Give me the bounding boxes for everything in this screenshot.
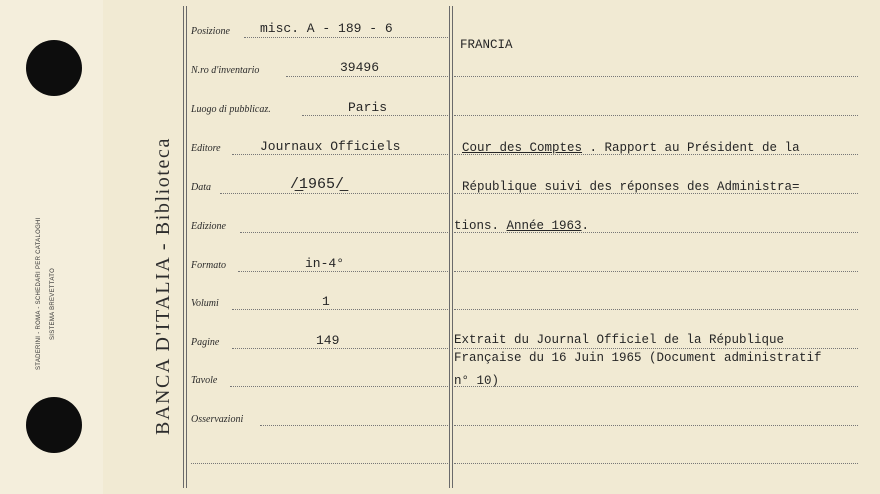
description-line-2: République suivi des réponses des Administra=: [462, 180, 800, 194]
punch-hole-top: [26, 40, 82, 96]
description-line-1: Cour des Comptes . Rapport au Président de la: [462, 141, 800, 155]
label-posizione: Posizione: [191, 26, 230, 37]
label-luogo: Luogo di pubblicaz.: [191, 104, 271, 115]
library-title: BANCA D'ITALIA - Biblioteca: [152, 137, 174, 435]
value-pagine: 149: [316, 333, 340, 348]
dotline: [454, 271, 858, 272]
note-line-1: Extrait du Journal Officiel de la République: [454, 333, 785, 347]
dotline: [454, 309, 858, 310]
dotline: [454, 348, 858, 349]
label-volumi: Volumi: [191, 298, 219, 309]
divider-mid-2: [452, 6, 453, 488]
dotline: [454, 386, 858, 387]
dotline: [454, 425, 858, 426]
label-inventario: N.ro d'inventario: [191, 65, 260, 76]
dotline: [260, 425, 448, 426]
dotline: [302, 115, 448, 116]
label-osservazioni: Osservazioni: [191, 414, 244, 425]
dotline: [230, 386, 448, 387]
dotline: [454, 115, 858, 116]
note-line-3: n° 10): [454, 374, 500, 388]
subject-heading: FRANCIA: [460, 38, 513, 52]
stub-maker-text: STADERINI - ROMA - SCHEDARI PER CATALOGHI: [36, 217, 42, 370]
dotline: [220, 193, 448, 194]
dotline: [232, 348, 448, 349]
value-luogo: Paris: [348, 100, 388, 115]
stub-patent-text: SISTEMA BREVETTATO: [50, 267, 56, 340]
dotline: [232, 309, 448, 310]
punch-hole-bottom: [26, 397, 82, 453]
year-underlined: Année 1963: [506, 219, 582, 233]
label-formato: Formato: [191, 260, 226, 271]
dotline: [240, 232, 448, 233]
divider-mid-1: [449, 6, 450, 488]
dotline: [232, 154, 448, 155]
corporate-author: Cour des Comptes: [462, 141, 583, 155]
label-tavole: Tavole: [191, 375, 218, 386]
value-formato: in-4°: [305, 256, 345, 271]
note-line-2: Française du 16 Juin 1965 (Document administratif: [454, 351, 822, 365]
label-edizione: Edizione: [191, 221, 226, 232]
value-inventario: 39496: [340, 60, 380, 75]
label-data: Data: [191, 182, 211, 193]
dotline: [238, 271, 448, 272]
dotline: [191, 463, 448, 464]
dotline: [454, 76, 858, 77]
value-posizione: misc. A - 189 - 6: [260, 21, 393, 36]
dotline: [454, 463, 858, 464]
divider-left-1: [183, 6, 184, 488]
description-line-3: tions. Année 1963.: [454, 219, 590, 233]
value-data: /̲1965/̲: [290, 176, 345, 193]
label-pagine: Pagine: [191, 337, 220, 348]
value-editore: Journaux Officiels: [260, 139, 401, 154]
divider-left-2: [186, 6, 187, 488]
dotline: [286, 76, 448, 77]
label-editore: Editore: [191, 143, 221, 154]
card-stub: [0, 0, 103, 494]
value-volumi: 1: [322, 294, 330, 309]
dotline: [244, 37, 448, 38]
